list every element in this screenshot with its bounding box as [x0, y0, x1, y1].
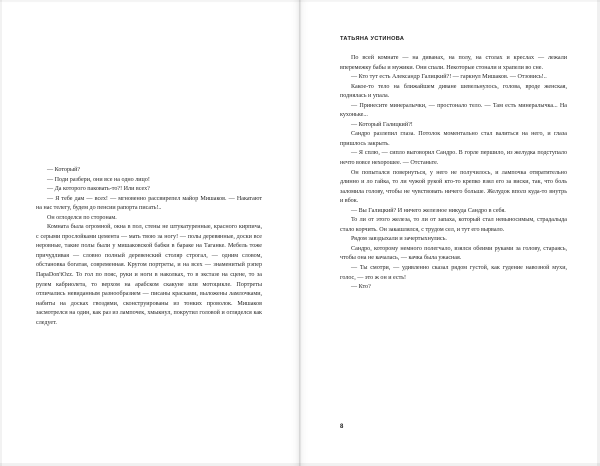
- paragraph: Комната была огромной, окна в пол, стены не штукатуренные, красного кирпича, с серыми прослойками цемента — мать твою за ногу! — полы деревянные, доски все неровные, такие полы были у мишаковской бабки в бараке на Таганке. Мебель тоже причудливая — словно полный деревенский столяр строгал, — одним словом, обстановка богатая, современная. Кругом портреты, и на всех — знаменитый рэпер ПараDon'tOzz. То гол по пояс, руки и ноги в наколках, то в экстазе на сцене, то за рулем кабриолета, то верхом на арабском скакуне или мотоцикле. Портреты отличались невиданным разнообразием — писаны красками, выложены ламлочками, набиты на досках гвоздями, сконструированы из тонких проволок. Мишаков засмотрелся на один, как раз из лампочек, хмыкнул, покрутил головой и огляделся как следует.: [36, 224, 262, 326]
- paragraph: — Я сплю, — сипло выговорил Сандро. В горле першило, из желудка подступало нечто вовсе нехорошее. — Отстаньте.: [340, 150, 567, 167]
- paragraph: — Я тебе дам — всех! — мгновенно рассвирепел майор Мишаков. — Накатают на нас телегу, будем до пенсии рапорта писать!..: [36, 195, 262, 212]
- paragraph: — Который?: [47, 167, 81, 173]
- paragraph: — Кто?: [351, 284, 371, 291]
- paragraph: — Поди разбери, они все на одно лицо!: [47, 176, 150, 183]
- paragraph: Рядом завздыхали и зачертыхнулись.: [351, 236, 447, 243]
- paragraph: Какое-то тело на ближайшем диване шевельнулось, голова, вроде женская, поднялась и упала.: [340, 83, 567, 100]
- page-number: 8: [340, 424, 344, 430]
- paragraph: Он оглоделся по сторонам.: [47, 214, 117, 221]
- paragraph: По всей комнате — на диванах, на полу, на столах и креслах — лежали вперемежку бабы и мужики. Они спали. Некоторые стонали и храпели во сне.: [340, 55, 567, 71]
- paragraph: — Да которого паковать-то?! Или всех?: [47, 186, 150, 193]
- paragraph: — Кто тут есть Александр Галицкий?! — гаркнул Мишаков. — Отзовись!..: [351, 74, 547, 81]
- page-gutter: [299, 0, 301, 466]
- left-page-edge: [0, 0, 2, 466]
- right-page-body-text: [340, 54, 567, 293]
- paragraph: — Принесите минералычки, — простонало тело. — Там есть минералычка... На кухоньке...: [340, 102, 567, 119]
- left-page-body-text: [36, 166, 262, 328]
- running-head: ТАТЬЯНА УСТИНОВА: [340, 36, 405, 42]
- paragraph: То ли от этого железа, то ли от запаха, который стал невыносимым, страдалыда стало корчить. Он закашлялся, с трудом сел, и тут его вырвало.: [340, 217, 567, 233]
- paragraph: Он попытался повернуться, у него не получилось, и лампочка отвратительно длинно и ло гайка, то ли чужой рукой кто-то крепко взял его за виски, так, что боль заломила голову, чтобы не чувствовать ничего больше. Желудок вполз куда-то внутрь и вбок.: [340, 169, 567, 205]
- paragraph: — Ты смотри, — удивленно сказал рядом густой, как гудение навозной мухи, голос, — это ж он и есть!: [340, 265, 567, 281]
- paragraph: — Вы Галицкий? И ничего железное никуда Сандро в себя.: [351, 207, 506, 214]
- paragraph: — Который Галицкий?!: [351, 121, 413, 128]
- paragraph: Сандро, которому немного полегчало, взялся обеими руками за голову, стараясь, чтобы она не качалась, — качка была ужасная.: [340, 245, 567, 262]
- paragraph: Сандро разлепил глаза. Потолок моментально стал валиться на него, и глаза пришлось закрыть.: [340, 131, 567, 147]
- top-page-edge: [0, 0, 600, 2]
